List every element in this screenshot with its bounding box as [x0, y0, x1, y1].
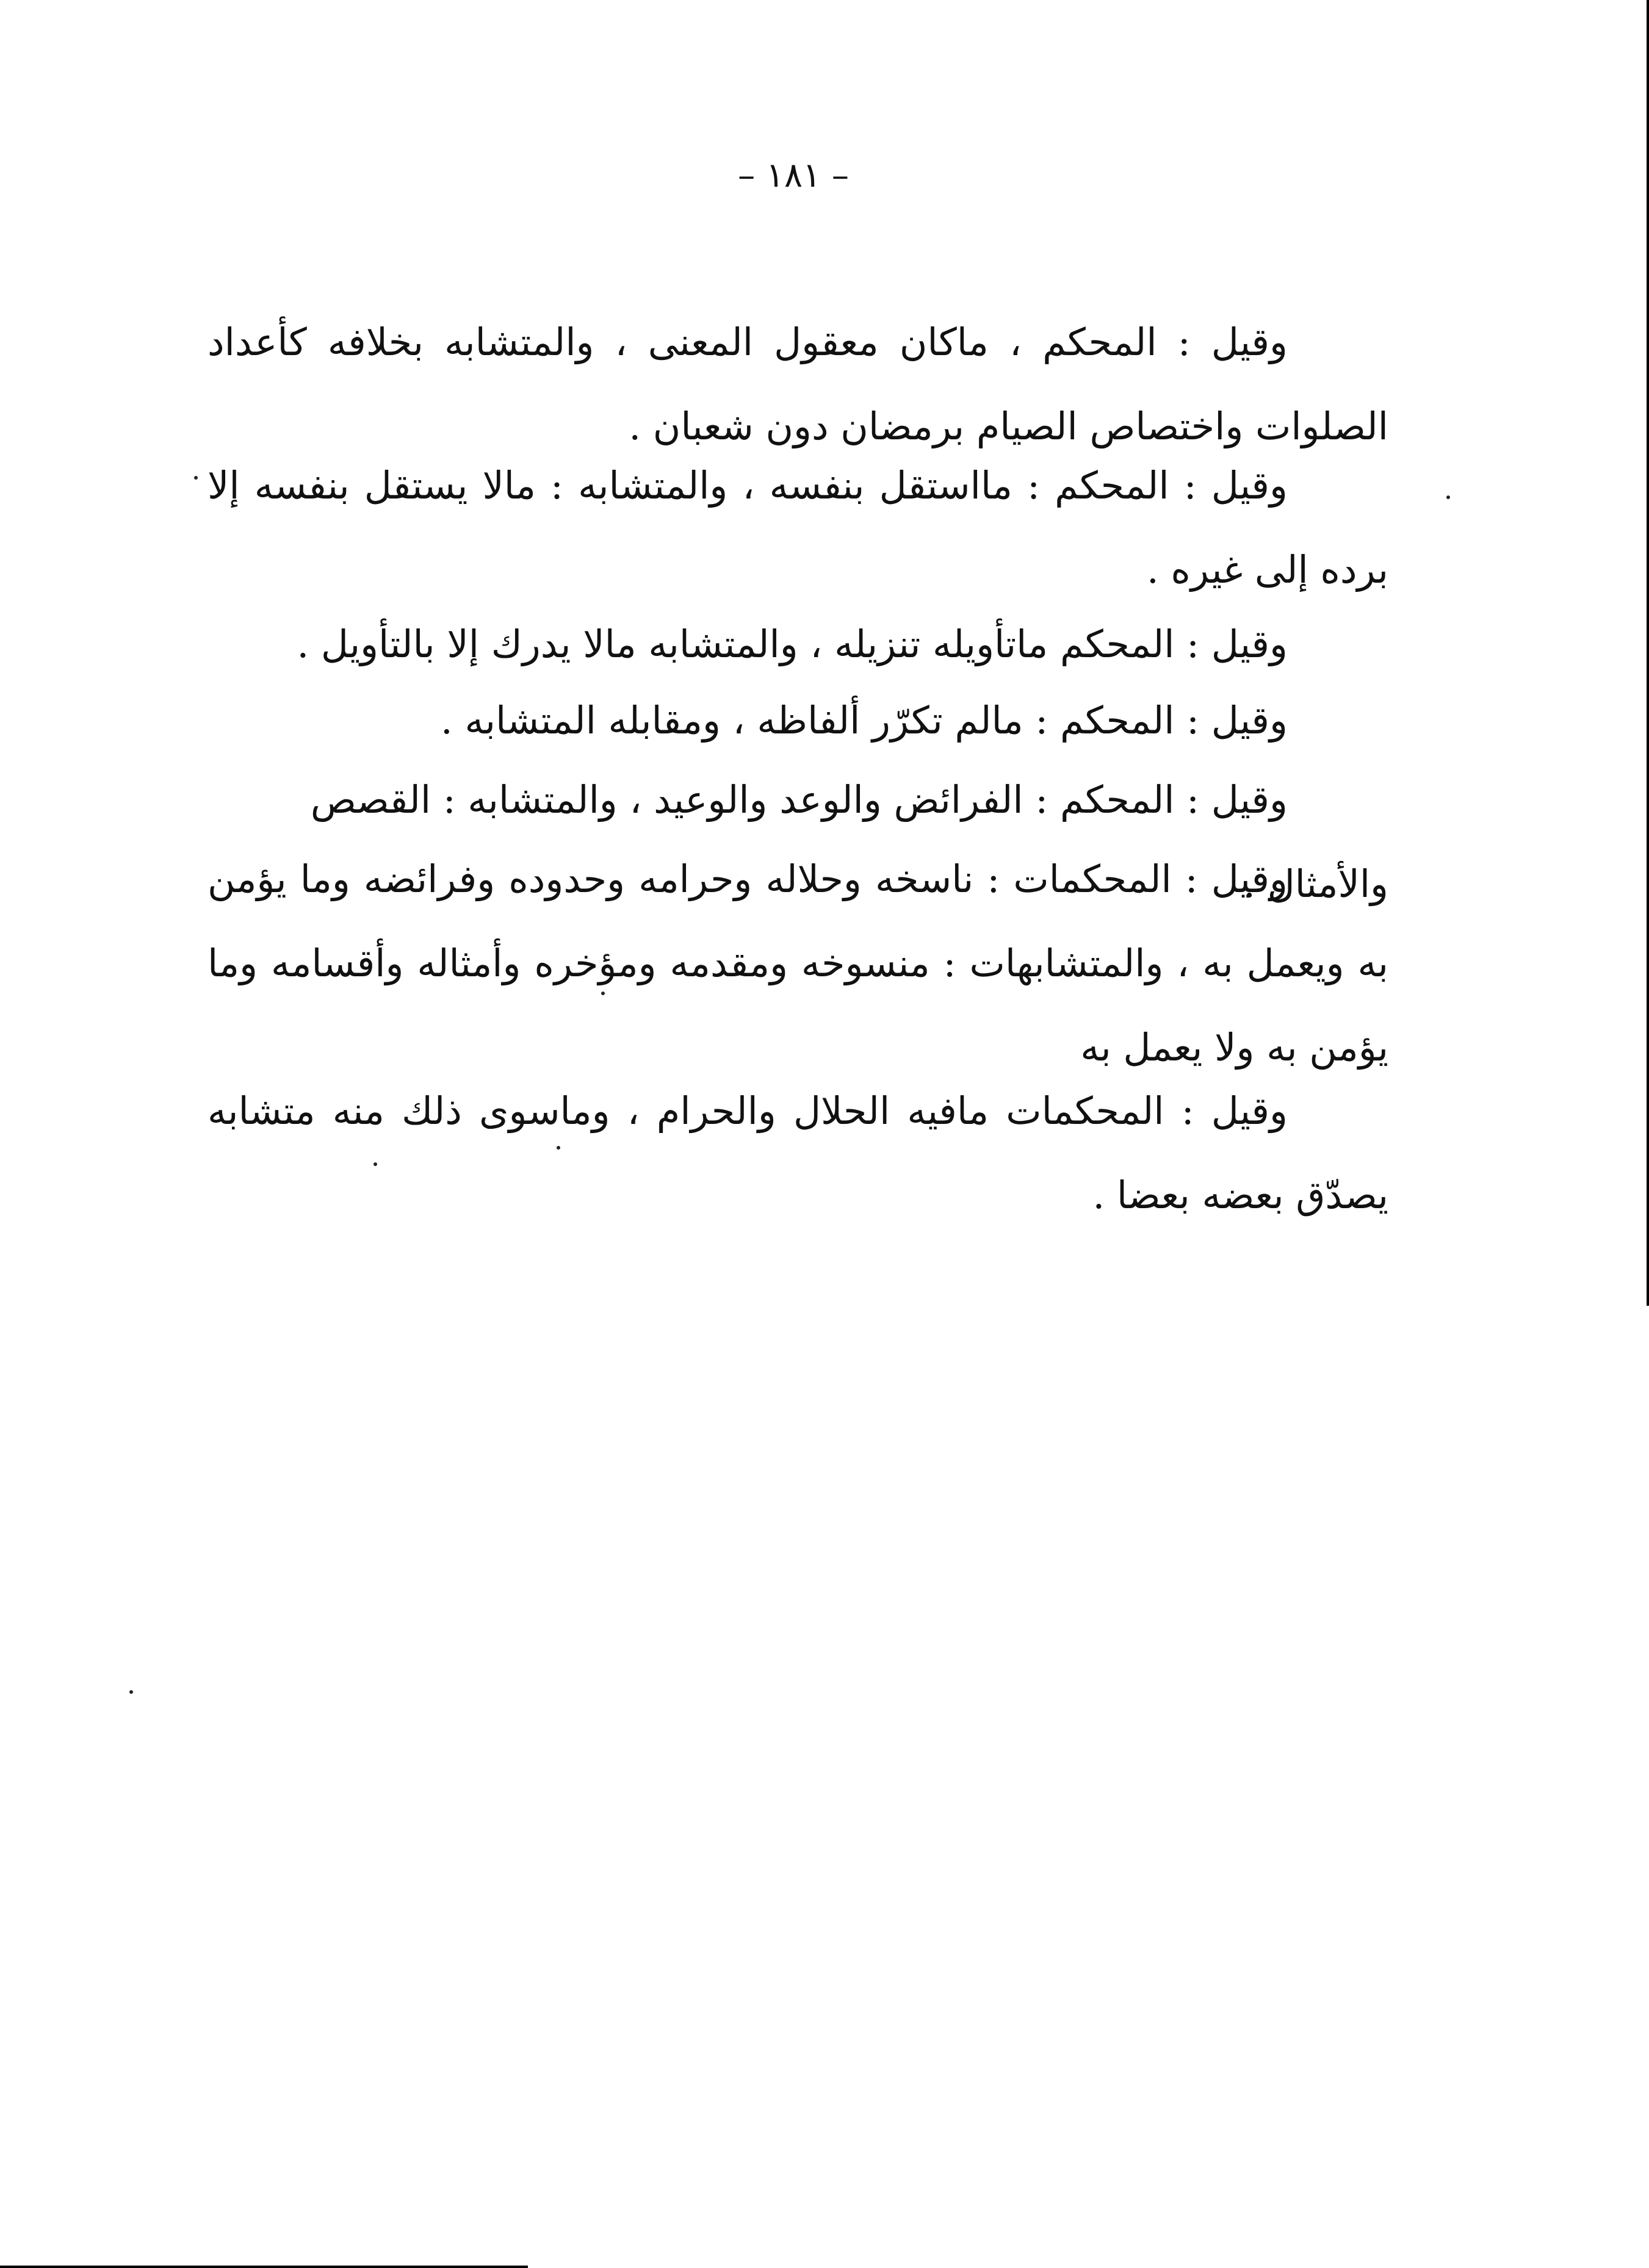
scan-speck [557, 1146, 560, 1150]
scan-speck [129, 1690, 133, 1694]
paragraph-muhkam-self-sufficient: وقيل : المحكم : مااستقل بنفسه ، والمتشابه : مالا يستقل بنفسه إلا برده إلى غيره . [207, 463, 1388, 592]
paragraph-muhkamat-abrogating: وقيل : المحكمات : ناسخه وحلاله وحرامه وحدوده وفرائضه وما يؤمن به ويعمل به ، والمتشابهات : منسوخه ومقدمه ومؤخره وأمثاله وأقسامه وما يؤمن به ولا يعمل به [207, 857, 1388, 1070]
page-number: – ١٨١ – [738, 156, 849, 195]
paragraph-muhkamat-halal-haram: وقيل : المحكمات مافيه الحلال والحرام ، وماسوى ذلك منه متشابه يصدّق بعضه بعضا . [207, 1089, 1388, 1217]
scan-speck [601, 992, 605, 995]
scan-right-edge-line [1647, 0, 1649, 1306]
paragraph-muhkam-interpretation: وقيل : المحكم ماتأويله تنزيله ، والمتشابه مالا يدرك إلا بالتأويل . [297, 622, 1288, 666]
paragraph-muhkam-repetition: وقيل : المحكم : مالم تكرّر ألفاظه ، ومقابله المتشابه . [441, 698, 1288, 743]
scan-bottom-edge-line [0, 2266, 528, 2268]
scan-speck [194, 476, 198, 480]
scan-speck [373, 1162, 377, 1166]
scan-speck [1446, 495, 1450, 499]
paragraph-muhkam-obligations: وقيل : المحكم : الفرائض والوعد والوعيد ، والمتشابه : القصص والأمثال . [310, 777, 1388, 906]
paragraph-muhkam-rational-meaning: وقيل : المحكم ، ماكان معقول المعنى ، والمتشابه بخلافه كأعداد الصلوات واختصاص الصيام برمضان دون شعبان . [207, 320, 1388, 448]
